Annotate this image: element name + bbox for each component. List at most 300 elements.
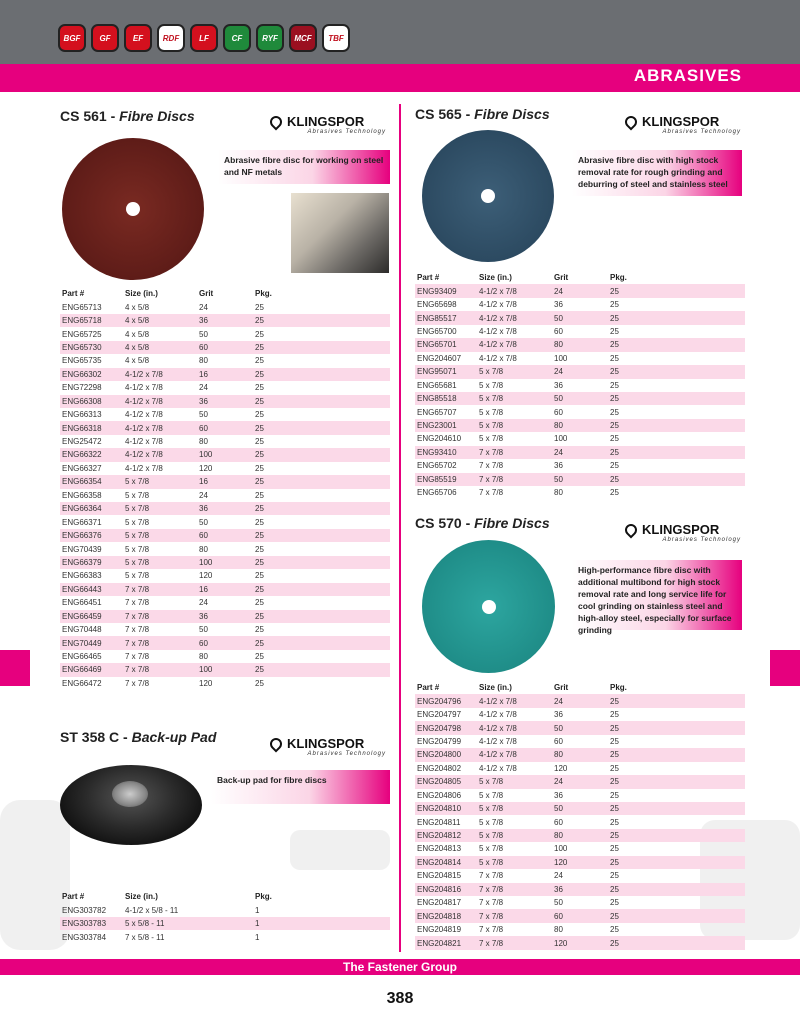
table-row: [415, 789, 745, 802]
table-row: [415, 869, 745, 882]
table-cell: 16: [199, 369, 208, 379]
table-cell: 36: [554, 710, 563, 720]
table-cell: ENG93409: [417, 286, 457, 296]
table-cell: ENG204806: [417, 790, 462, 800]
ef-logo: EF: [124, 24, 152, 52]
table-cell: 5 x 7/8: [125, 531, 150, 541]
column-header: Grit: [554, 683, 569, 693]
table-cell: ENG204800: [417, 750, 462, 760]
table-cell: ENG204813: [417, 844, 462, 854]
table-row: [60, 300, 390, 313]
table-cell: ENG66322: [62, 450, 102, 460]
table-cell: 80: [554, 488, 563, 498]
table-cell: 5 x 7/8: [479, 844, 504, 854]
table-row: [60, 314, 390, 327]
table-cell: 60: [199, 342, 208, 352]
table-cell: 60: [199, 423, 208, 433]
table-cell: 4-1/2 x 7/8: [479, 313, 517, 323]
table-cell: 4-1/2 x 7/8: [125, 410, 163, 420]
table-cell: 4-1/2 x 7/8: [479, 353, 517, 363]
backup-pad-image: [60, 765, 202, 845]
table-cell: ENG66358: [62, 490, 102, 500]
product-code: CS 565 -: [415, 106, 475, 122]
table-cell: 4-1/2 x 7/8: [125, 437, 163, 447]
table-cell: 25: [255, 463, 264, 473]
table-cell: 25: [610, 326, 619, 336]
table-cell: ENG65706: [417, 488, 457, 498]
product-name: Fibre Discs: [119, 108, 195, 124]
table-cell: ENG70448: [62, 625, 102, 635]
table-cell: 24: [554, 871, 563, 881]
table-cell: 50: [199, 410, 208, 420]
table-cell: ENG66308: [62, 396, 102, 406]
table-cell: 4-1/2 x 7/8: [479, 763, 517, 773]
table-row: [415, 883, 745, 896]
table-cell: 4 x 5/8: [125, 329, 150, 339]
table-cell: 50: [554, 723, 563, 733]
table-cell: 25: [255, 544, 264, 554]
table-cell: 120: [554, 763, 568, 773]
table-cell: 7 x 7/8: [479, 925, 504, 935]
table-cell: 25: [255, 517, 264, 527]
table-row: [60, 663, 390, 676]
table-row: [415, 829, 745, 842]
table-cell: 120: [554, 857, 568, 867]
table-cell: 25: [610, 313, 619, 323]
table-cell: 25: [610, 447, 619, 457]
table-cell: ENG25472: [62, 437, 102, 447]
table-row: [415, 775, 745, 788]
table-cell: 24: [554, 447, 563, 457]
table-row: [415, 909, 745, 922]
table-cell: 25: [255, 625, 264, 635]
cs570-title: [415, 515, 550, 531]
table-cell: 25: [610, 925, 619, 935]
brand-logos: [58, 24, 350, 52]
table-cell: 7 x 7/8: [479, 898, 504, 908]
table-cell: ENG65702: [417, 461, 457, 471]
table-row: [415, 392, 745, 405]
table-row: [415, 446, 745, 459]
table-row: [60, 677, 390, 690]
column-header: Part #: [62, 289, 85, 299]
table-cell: 5 x 7/8: [479, 367, 504, 377]
table-cell: 25: [255, 531, 264, 541]
klingspor-logo: KLINGSPOR Abrasives Technology: [625, 522, 745, 543]
table-cell: 25: [255, 396, 264, 406]
table-cell: 25: [610, 421, 619, 431]
table-cell: 5 x 7/8: [479, 857, 504, 867]
table-row: [60, 381, 390, 394]
table-cell: ENG66354: [62, 477, 102, 487]
table-cell: 80: [554, 340, 563, 350]
product-code: CS 570 -: [415, 515, 475, 531]
table-cell: 25: [610, 844, 619, 854]
st358c-description: Back-up pad for fibre discs: [211, 770, 390, 804]
table-row: [60, 502, 390, 515]
table-row: [60, 650, 390, 663]
lf-logo: LF: [190, 24, 218, 52]
table-cell: 80: [199, 356, 208, 366]
table-cell: 25: [610, 750, 619, 760]
column-header: Part #: [417, 683, 440, 693]
table-cell: 5 x 7/8: [479, 380, 504, 390]
table-cell: ENG204815: [417, 871, 462, 881]
table-cell: 25: [610, 817, 619, 827]
table-row: [415, 405, 745, 418]
cs570-description: High-performance fibre disc with additional multibond for high stock removal rate and long service life for cool grinding on stainless steel and high-alloy steel, especially for surface grinding: [572, 560, 742, 630]
table-row: [415, 325, 745, 338]
table-cell: 25: [610, 898, 619, 908]
table-cell: 25: [610, 790, 619, 800]
table-cell: 5 x 7/8: [479, 434, 504, 444]
cf-logo: CF: [223, 24, 251, 52]
table-cell: 50: [554, 474, 563, 484]
table-cell: 4-1/2 x 5/8 - 11: [125, 905, 179, 915]
table-cell: 50: [554, 394, 563, 404]
table-cell: 36: [554, 884, 563, 894]
table-row: [60, 341, 390, 354]
table-cell: 80: [554, 421, 563, 431]
table-row: [415, 486, 745, 499]
table-cell: 25: [610, 723, 619, 733]
table-cell: ENG66443: [62, 584, 102, 594]
table-cell: 100: [199, 557, 213, 567]
table-cell: 100: [199, 450, 213, 460]
table-cell: 7 x 7/8: [479, 461, 504, 471]
table-cell: 24: [199, 598, 208, 608]
table-row: [60, 556, 390, 569]
table-cell: ENG65698: [417, 300, 457, 310]
table-cell: 50: [554, 313, 563, 323]
table-cell: 25: [255, 302, 264, 312]
table-cell: ENG72298: [62, 383, 102, 393]
table-cell: 25: [255, 450, 264, 460]
table-cell: 7 x 7/8: [479, 884, 504, 894]
product-code: ST 358 C -: [60, 729, 132, 745]
table-cell: ENG66472: [62, 678, 102, 688]
table-cell: ENG66376: [62, 531, 102, 541]
table-cell: 36: [199, 504, 208, 514]
st358c-title: [60, 729, 216, 745]
table-cell: 25: [255, 316, 264, 326]
table-cell: ENG66465: [62, 652, 102, 662]
table-row: [415, 923, 745, 936]
cs565-description: Abrasive fibre disc with high stock removal rate for rough grinding and deburring of steel and stainless steel: [572, 150, 742, 196]
table-row: [60, 610, 390, 623]
table-cell: 120: [554, 938, 568, 948]
table-cell: ENG204812: [417, 831, 462, 841]
table-cell: ENG65681: [417, 380, 457, 390]
table-cell: 7 x 7/8: [479, 911, 504, 921]
table-cell: 25: [255, 423, 264, 433]
table-cell: 25: [255, 342, 264, 352]
section-title: ABRASIVES: [633, 66, 742, 85]
column-header: Size (in.): [479, 683, 512, 693]
table-cell: ENG66379: [62, 557, 102, 567]
table-cell: 5 x 5/8 - 11: [125, 919, 165, 929]
table-cell: 7 x 7/8: [479, 447, 504, 457]
table-cell: 100: [199, 665, 213, 675]
table-cell: ENG204797: [417, 710, 462, 720]
column-header: Size (in.): [479, 273, 512, 283]
table-row: [415, 694, 745, 707]
klingspor-icon: [623, 521, 640, 538]
cs570-table: [415, 681, 745, 950]
table-cell: 25: [255, 504, 264, 514]
table-cell: 4-1/2 x 7/8: [479, 286, 517, 296]
table-cell: 4-1/2 x 7/8: [479, 750, 517, 760]
column-header: Grit: [554, 273, 569, 283]
table-row: [415, 896, 745, 909]
table-cell: 5 x 7/8: [125, 571, 150, 581]
table-row: [415, 338, 745, 351]
bgf-logo: BGF: [58, 24, 86, 52]
table-row: [60, 354, 390, 367]
table-cell: 24: [554, 286, 563, 296]
table-cell: 25: [255, 437, 264, 447]
column-divider: [399, 104, 401, 952]
table-cell: 1: [255, 905, 260, 915]
table-cell: ENG85519: [417, 474, 457, 484]
table-cell: 4-1/2 x 7/8: [125, 463, 163, 473]
table-cell: 25: [610, 938, 619, 948]
table-cell: 80: [554, 925, 563, 935]
table-cell: 4-1/2 x 7/8: [479, 736, 517, 746]
product-name: Fibre Discs: [474, 515, 550, 531]
table-row: [60, 529, 390, 542]
table-cell: ENG66313: [62, 410, 102, 420]
table-cell: ENG65735: [62, 356, 102, 366]
table-cell: ENG204821: [417, 938, 462, 948]
table-cell: 25: [610, 474, 619, 484]
table-cell: 25: [610, 763, 619, 773]
cs561-disc-image: [62, 138, 204, 280]
table-cell: 50: [199, 517, 208, 527]
table-cell: ENG204816: [417, 884, 462, 894]
page-number: 388: [386, 990, 414, 1007]
table-cell: 7 x 5/8 - 11: [125, 932, 165, 942]
klingspor-icon: [268, 735, 285, 752]
table-row: [60, 408, 390, 421]
table-cell: 24: [199, 490, 208, 500]
table-cell: 7 x 7/8: [125, 611, 150, 621]
table-cell: 4-1/2 x 7/8: [479, 326, 517, 336]
table-cell: ENG70449: [62, 638, 102, 648]
table-row: [60, 623, 390, 636]
table-cell: 4 x 5/8: [125, 356, 150, 366]
table-row: [415, 459, 745, 472]
table-cell: 60: [554, 817, 563, 827]
gf-logo: GF: [91, 24, 119, 52]
table-cell: 25: [610, 857, 619, 867]
company-name: The Fastener Group: [342, 960, 458, 974]
table-cell: 25: [610, 300, 619, 310]
table-cell: 24: [554, 367, 563, 377]
column-header: Pkg.: [255, 892, 272, 902]
table-cell: 25: [610, 696, 619, 706]
table-cell: 25: [255, 477, 264, 487]
table-cell: 4 x 5/8: [125, 342, 150, 352]
table-row: [60, 462, 390, 475]
table-cell: 50: [199, 625, 208, 635]
table-cell: 5 x 7/8: [125, 557, 150, 567]
table-row: [415, 802, 745, 815]
cs570-disc-image: [422, 540, 555, 673]
cs561-table: [60, 287, 390, 690]
table-cell: ENG204810: [417, 804, 462, 814]
table-cell: 5 x 7/8: [479, 817, 504, 827]
table-row: [415, 748, 745, 761]
table-cell: ENG23001: [417, 421, 457, 431]
product-code: CS 561 -: [60, 108, 120, 124]
table-cell: 25: [255, 557, 264, 567]
table-cell: ENG70439: [62, 544, 102, 554]
table-cell: 120: [199, 678, 213, 688]
table-row: [415, 815, 745, 828]
table-cell: 4-1/2 x 7/8: [479, 710, 517, 720]
table-cell: 25: [255, 356, 264, 366]
table-cell: 24: [199, 383, 208, 393]
table-cell: 25: [610, 353, 619, 363]
table-cell: ENG303782: [62, 905, 107, 915]
table-cell: 5 x 7/8: [125, 490, 150, 500]
cs565-title: [415, 106, 550, 122]
table-cell: ENG65707: [417, 407, 457, 417]
product-name: Back-up Pad: [131, 729, 217, 745]
table-cell: ENG204811: [417, 817, 461, 827]
table-cell: ENG204805: [417, 777, 462, 787]
table-cell: 7 x 7/8: [479, 871, 504, 881]
grinder-photo: [291, 193, 389, 273]
table-cell: 25: [610, 340, 619, 350]
table-cell: ENG85517: [417, 313, 457, 323]
table-cell: 25: [610, 804, 619, 814]
table-row: [60, 475, 390, 488]
table-cell: 5 x 7/8: [479, 421, 504, 431]
table-row: [415, 762, 745, 775]
table-cell: 5 x 7/8: [125, 544, 150, 554]
table-cell: 25: [610, 286, 619, 296]
table-cell: 100: [554, 353, 568, 363]
table-cell: 4-1/2 x 7/8: [479, 340, 517, 350]
table-cell: 5 x 7/8: [479, 394, 504, 404]
table-cell: 4-1/2 x 7/8: [479, 300, 517, 310]
table-cell: ENG204799: [417, 736, 462, 746]
table-row: [415, 936, 745, 949]
table-cell: ENG65700: [417, 326, 457, 336]
table-cell: 25: [255, 383, 264, 393]
table-cell: 7 x 7/8: [125, 584, 150, 594]
table-cell: 4-1/2 x 7/8: [479, 696, 517, 706]
table-cell: 4-1/2 x 7/8: [125, 423, 163, 433]
table-cell: ENG66459: [62, 611, 102, 621]
table-cell: ENG66383: [62, 571, 102, 581]
right-side-tab: [770, 650, 800, 686]
table-cell: 25: [610, 394, 619, 404]
table-row: [415, 365, 745, 378]
table-cell: 5 x 7/8: [125, 517, 150, 527]
table-cell: 25: [255, 611, 264, 621]
table-row: [415, 432, 745, 445]
table-cell: 25: [610, 407, 619, 417]
table-cell: 7 x 7/8: [125, 638, 150, 648]
table-cell: 25: [610, 367, 619, 377]
st358c-table: [60, 890, 390, 944]
table-cell: 25: [610, 871, 619, 881]
table-cell: 4 x 5/8: [125, 302, 150, 312]
table-cell: ENG66364: [62, 504, 102, 514]
table-cell: 4-1/2 x 7/8: [125, 450, 163, 460]
column-header: Pkg.: [610, 683, 627, 693]
table-row: [60, 917, 390, 930]
table-cell: 25: [610, 777, 619, 787]
table-cell: 16: [199, 477, 208, 487]
table-row: [60, 421, 390, 434]
table-cell: ENG66451: [62, 598, 102, 608]
table-cell: 5 x 7/8: [125, 504, 150, 514]
table-cell: 25: [610, 831, 619, 841]
mcf-logo: MCF: [289, 24, 317, 52]
table-cell: 5 x 7/8: [479, 407, 504, 417]
table-row: [60, 636, 390, 649]
table-cell: 25: [610, 884, 619, 894]
table-cell: 7 x 7/8: [125, 652, 150, 662]
table-cell: 7 x 7/8: [125, 598, 150, 608]
table-cell: 7 x 7/8: [479, 474, 504, 484]
table-cell: 24: [199, 302, 208, 312]
table-cell: ENG66327: [62, 463, 102, 473]
table-cell: ENG65718: [62, 316, 102, 326]
table-cell: ENG95071: [417, 367, 457, 377]
table-row: [415, 284, 745, 297]
table-row: [60, 903, 390, 916]
klingspor-logo: KLINGSPOR Abrasives Technology: [625, 114, 745, 135]
klingspor-icon: [623, 113, 640, 130]
table-cell: 25: [255, 584, 264, 594]
table-cell: 60: [554, 911, 563, 921]
table-header: [415, 271, 745, 284]
table-cell: 80: [199, 544, 208, 554]
table-cell: ENG65713: [62, 302, 102, 312]
table-cell: 60: [199, 638, 208, 648]
table-row: [60, 489, 390, 502]
table-row: [60, 327, 390, 340]
table-cell: 4-1/2 x 7/8: [125, 369, 163, 379]
table-cell: 7 x 7/8: [125, 665, 150, 675]
rdf-logo: RDF: [157, 24, 185, 52]
table-cell: 25: [610, 461, 619, 471]
table-cell: 60: [554, 326, 563, 336]
table-cell: 24: [554, 696, 563, 706]
table-row: [415, 735, 745, 748]
table-cell: 36: [554, 790, 563, 800]
table-row: [60, 930, 390, 943]
table-cell: 36: [199, 611, 208, 621]
table-row: [60, 596, 390, 609]
table-cell: 25: [610, 710, 619, 720]
table-cell: 36: [199, 396, 208, 406]
product-name: Fibre Discs: [474, 106, 550, 122]
table-cell: 36: [199, 316, 208, 326]
table-cell: 60: [199, 531, 208, 541]
table-row: [60, 395, 390, 408]
background-tool-image: [290, 830, 390, 870]
column-header: Size (in.): [125, 289, 158, 299]
table-cell: 5 x 7/8: [479, 790, 504, 800]
column-header: Part #: [417, 273, 440, 283]
table-cell: 1: [255, 932, 260, 942]
